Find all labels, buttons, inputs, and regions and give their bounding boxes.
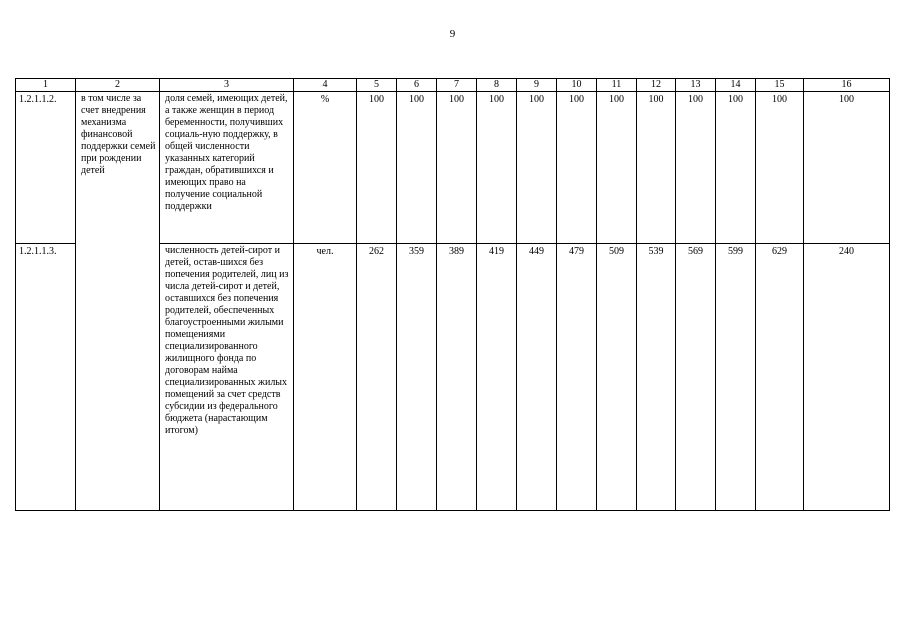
value-cell: 100 [597,92,637,244]
header-cell: 13 [676,79,716,92]
value-cell: 100 [517,92,557,244]
value-cell: 419 [477,244,517,511]
value-cell: 599 [716,244,756,511]
header-cell: 12 [637,79,676,92]
header-cell: 1 [16,79,76,92]
header-cell: 16 [804,79,890,92]
value-cell: 262 [357,244,397,511]
row-unit: % [294,92,357,244]
header-cell: 7 [437,79,477,92]
table-header-row [16,79,890,92]
row-code: 1.2.1.1.2. [16,92,76,244]
row-description: доля семей, имеющих детей, а также женщин в период беременности, получивших социаль-ную поддержку, в общей численности указанных категорий граждан, обратившихся и имеющих право на получение социальной поддержки [160,92,294,244]
header-cell: 3 [160,79,294,92]
row-subgroup: в том числе за счет внедрения механизма финансовой поддержки семей при рождении детей [76,92,160,244]
row-code: 1.2.1.1.3. [16,244,76,511]
header-cell: 11 [597,79,637,92]
header-cell: 2 [76,79,160,92]
row-description: численность детей-сирот и детей, остав-шихся без попечения родителей, лиц из числа детей-сирот и детей, оставшихся без попечения родителей, обеспеченных благоустроенными жилыми помещениями специализированного жилищного фонда по договорам найма специализированных жилых помещений за счет средств субсидии из федерального бюджета (нарастающим итогом) [160,244,294,511]
header-cell: 4 [294,79,357,92]
value-cell: 100 [716,92,756,244]
header-cell: 14 [716,79,756,92]
value-cell: 100 [756,92,804,244]
page-number: 9 [449,28,456,40]
value-cell: 100 [804,92,890,244]
value-cell: 539 [637,244,676,511]
value-cell: 629 [756,244,804,511]
table-row [16,92,890,244]
value-cell: 100 [357,92,397,244]
row-subgroup [76,244,160,511]
header-cell: 10 [557,79,597,92]
value-cell: 100 [676,92,716,244]
value-cell: 100 [637,92,676,244]
value-cell: 100 [477,92,517,244]
value-cell: 240 [804,244,890,511]
value-cell: 359 [397,244,437,511]
header-cell: 8 [477,79,517,92]
value-cell: 449 [517,244,557,511]
header-cell: 6 [397,79,437,92]
value-cell: 100 [397,92,437,244]
row-unit: чел. [294,244,357,511]
header-cell: 9 [517,79,557,92]
table-row [16,244,890,511]
indicator-table [15,78,890,511]
value-cell: 509 [597,244,637,511]
header-cell: 5 [357,79,397,92]
value-cell: 479 [557,244,597,511]
value-cell: 100 [437,92,477,244]
value-cell: 100 [557,92,597,244]
value-cell: 389 [437,244,477,511]
value-cell: 569 [676,244,716,511]
header-cell: 15 [756,79,804,92]
